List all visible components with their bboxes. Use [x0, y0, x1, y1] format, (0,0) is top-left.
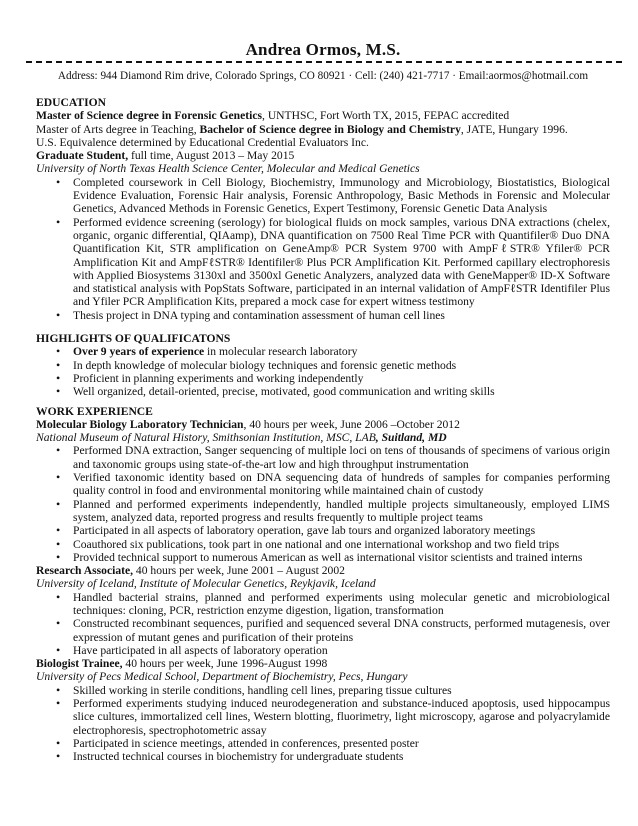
job-place: University of Pecs Medical School, Department of Biochemistry, Pecs, Hungary: [36, 670, 408, 684]
job-title: [36, 657, 610, 670]
list-item: • Completed coursework in Cell Biology, Biochemistry, Immunology and Microbiology, Biostatistics, Biological Evidence Evaluation, Forensic Hair analysis, Forensic Anthropology, Basic Methods in Forensic and Molecular Genetics, Advanced Methods in Forensic Genetics, Expert Testimony, Forensic Genetic Data Analysis: [36, 176, 610, 216]
header-divider: [26, 61, 622, 63]
contact-line: [36, 70, 610, 83]
contact-address: Address: 944 Diamond Rim drive, Colorado Springs, CO 80921: [57, 70, 346, 82]
list-item: • Performed experiments studying induced neurodegeneration and substance-induced apoptosis, used hippocampus slice cultures, immortalized cell lines, Western blotting, fluorimetry, light microscopy, agarose and polyacrylamide electrophoresis, spectrophotometric assay: [36, 697, 610, 737]
education-bullets: [36, 176, 610, 322]
degree-bs-details: , JATE, Hungary 1996.: [460, 122, 568, 136]
list-item: • Well organized, detail-oriented, precise, motivated, good communication and writing skills: [36, 385, 610, 398]
job-role: Molecular Biology Laboratory Technician: [36, 417, 244, 431]
list-item: • Performed evidence screening (serology) for biological fluids on mock samples, various DNA extractions (chelex, organic, organic differential, QIAamp), DNA quantification on 7500 Real Time PCR with Quantifiler® Duo DNA Quantification Kit, STR amplification on GeneAmp® PCR System 9700 with AmpFℓSTR® Yfiler® PCR Amplification Kit and AmpFℓSTR® Identifiler® Plus PCR Amplification Kit. Performed capillary electrophoresis with Applied Biosystems 3130xl and 3500xl Genetic Analyzers, analyzed data with GeneMapper® ID-X Software and statistical analysis with PopStats Software, participated in an internal validation of AmpFℓSTR Identifiler Plus and Yfiler PCR Amplification Kits, prepared a mock case for expert witness testimony: [36, 216, 610, 309]
list-item: • Skilled working in sterile conditions, handling cell lines, preparing tissue cultures: [36, 684, 610, 697]
list-item: • Performed DNA extraction, Sanger sequencing of multiple loci on tens of thousands of specimens of various origin and taxonomic groups using state-of-the-art low and high throughput instrumentation: [36, 444, 610, 471]
graduate-position-title: Graduate Student,: [36, 149, 129, 163]
job-place: University of Iceland, Institute of Molecular Genetics, Reykjavik, Iceland: [36, 577, 376, 591]
job-place: [36, 431, 610, 444]
job-title: [36, 418, 610, 431]
list-item: • Have participated in all aspects of laboratory operation: [36, 644, 610, 657]
resume-page: [36, 0, 610, 764]
separator-dot: ·: [452, 70, 459, 82]
list-item: • Coauthored six publications, took part in one national and one international workshop and two field trips: [36, 538, 610, 551]
highlight-experience-bold: Over 9 years of experience: [73, 345, 205, 359]
degree-equivalence: U.S. Equivalence determined by Educational Credential Evaluators Inc.: [36, 135, 369, 149]
job-place-location: , Suitland, MD: [375, 431, 447, 445]
list-item: • Planned and performed experiments independently, handled multiple projects simultaneously, employed LIMS system, analyzed data, reported progress and results frequently to multiple project teams: [36, 498, 610, 525]
degree-ma-bs: [36, 123, 610, 136]
degree-ms-title: Master of Science degree in Forensic Genetics: [36, 109, 263, 123]
list-item: [36, 345, 610, 358]
highlight-experience-rest: in molecular research laboratory: [204, 345, 358, 359]
list-item: • In depth knowledge of molecular biology techniques and forensic genetic methods: [36, 359, 610, 372]
job-bullets: [36, 444, 610, 564]
job-title: [36, 564, 610, 577]
graduate-position: [36, 149, 610, 162]
list-item: • Participated in all aspects of laboratory operation, gave lab tours and organized laboratory meetings: [36, 524, 610, 537]
list-item: • Verified taxonomic identity based on DNA sequencing data of hundreds of samples for companies performing quality control in food and environmental monitoring while maintained chain of custody: [36, 471, 610, 498]
job-details: 40 hours per week, June 2001 – August 2002: [133, 564, 345, 578]
list-item: • Constructed recombinant sequences, purified and sequenced several DNA constructs, performed mutagenesis, over expression of mutant genes and purification of their proteins: [36, 617, 610, 644]
graduate-institution: University of North Texas Health Science Center, Molecular and Medical Genetics: [36, 162, 420, 176]
degree-bs-title: Bachelor of Science degree in Biology and Chemistry: [199, 122, 461, 136]
job-role: Research Associate,: [36, 564, 134, 578]
job-bullets: [36, 684, 610, 764]
job-role: Biologist Trainee,: [36, 657, 123, 671]
job-place-name: National Museum of Natural History, Smithsonian Institution, MSC, LAB: [36, 431, 376, 445]
job-details: , 40 hours per week, June 2006 –October 2012: [243, 417, 460, 431]
list-item: • Instructed technical courses in biochemistry for undergraduate students: [36, 750, 610, 763]
list-item: • Thesis project in DNA typing and contamination assessment of human cell lines: [36, 309, 610, 322]
list-item: • Provided technical support to numerous American as well as international visitor scientists and trained interns: [36, 551, 610, 564]
candidate-name: Andrea Ormos, M.S.: [245, 40, 401, 59]
job-details: 40 hours per week, June 1996-August 1998: [122, 657, 328, 671]
contact-cell: Cell: (240) 421-7717: [354, 70, 450, 82]
degree-ma-title: Master of Arts degree in Teaching,: [36, 122, 200, 136]
education-heading: EDUCATION: [36, 96, 106, 109]
job-bullets: [36, 591, 610, 657]
list-item: • Participated in science meetings, attended in conferences, presented poster: [36, 737, 610, 750]
highlights-heading: HIGHLIGHTS OF QUALIFICATONS: [36, 332, 231, 346]
contact-email: Email:aormos@hotmail.com: [458, 70, 589, 82]
separator-dot: ·: [348, 70, 355, 82]
degree-ms-details: , UNTHSC, Fort Worth TX, 2015, FEPAC accredited: [262, 109, 510, 123]
degree-ms: [36, 109, 610, 122]
graduate-position-dates: full time, August 2013 – May 2015: [128, 149, 295, 163]
highlights-bullets: [36, 345, 610, 398]
list-item: • Proficient in planning experiments and working independently: [36, 372, 610, 385]
list-item: • Handled bacterial strains, planned and performed experiments using molecular genetic and microbiological techniques: cloning, PCR, restriction enzyme digestion, ligation, transformation: [36, 591, 610, 618]
work-heading: WORK EXPERIENCE: [36, 404, 153, 418]
